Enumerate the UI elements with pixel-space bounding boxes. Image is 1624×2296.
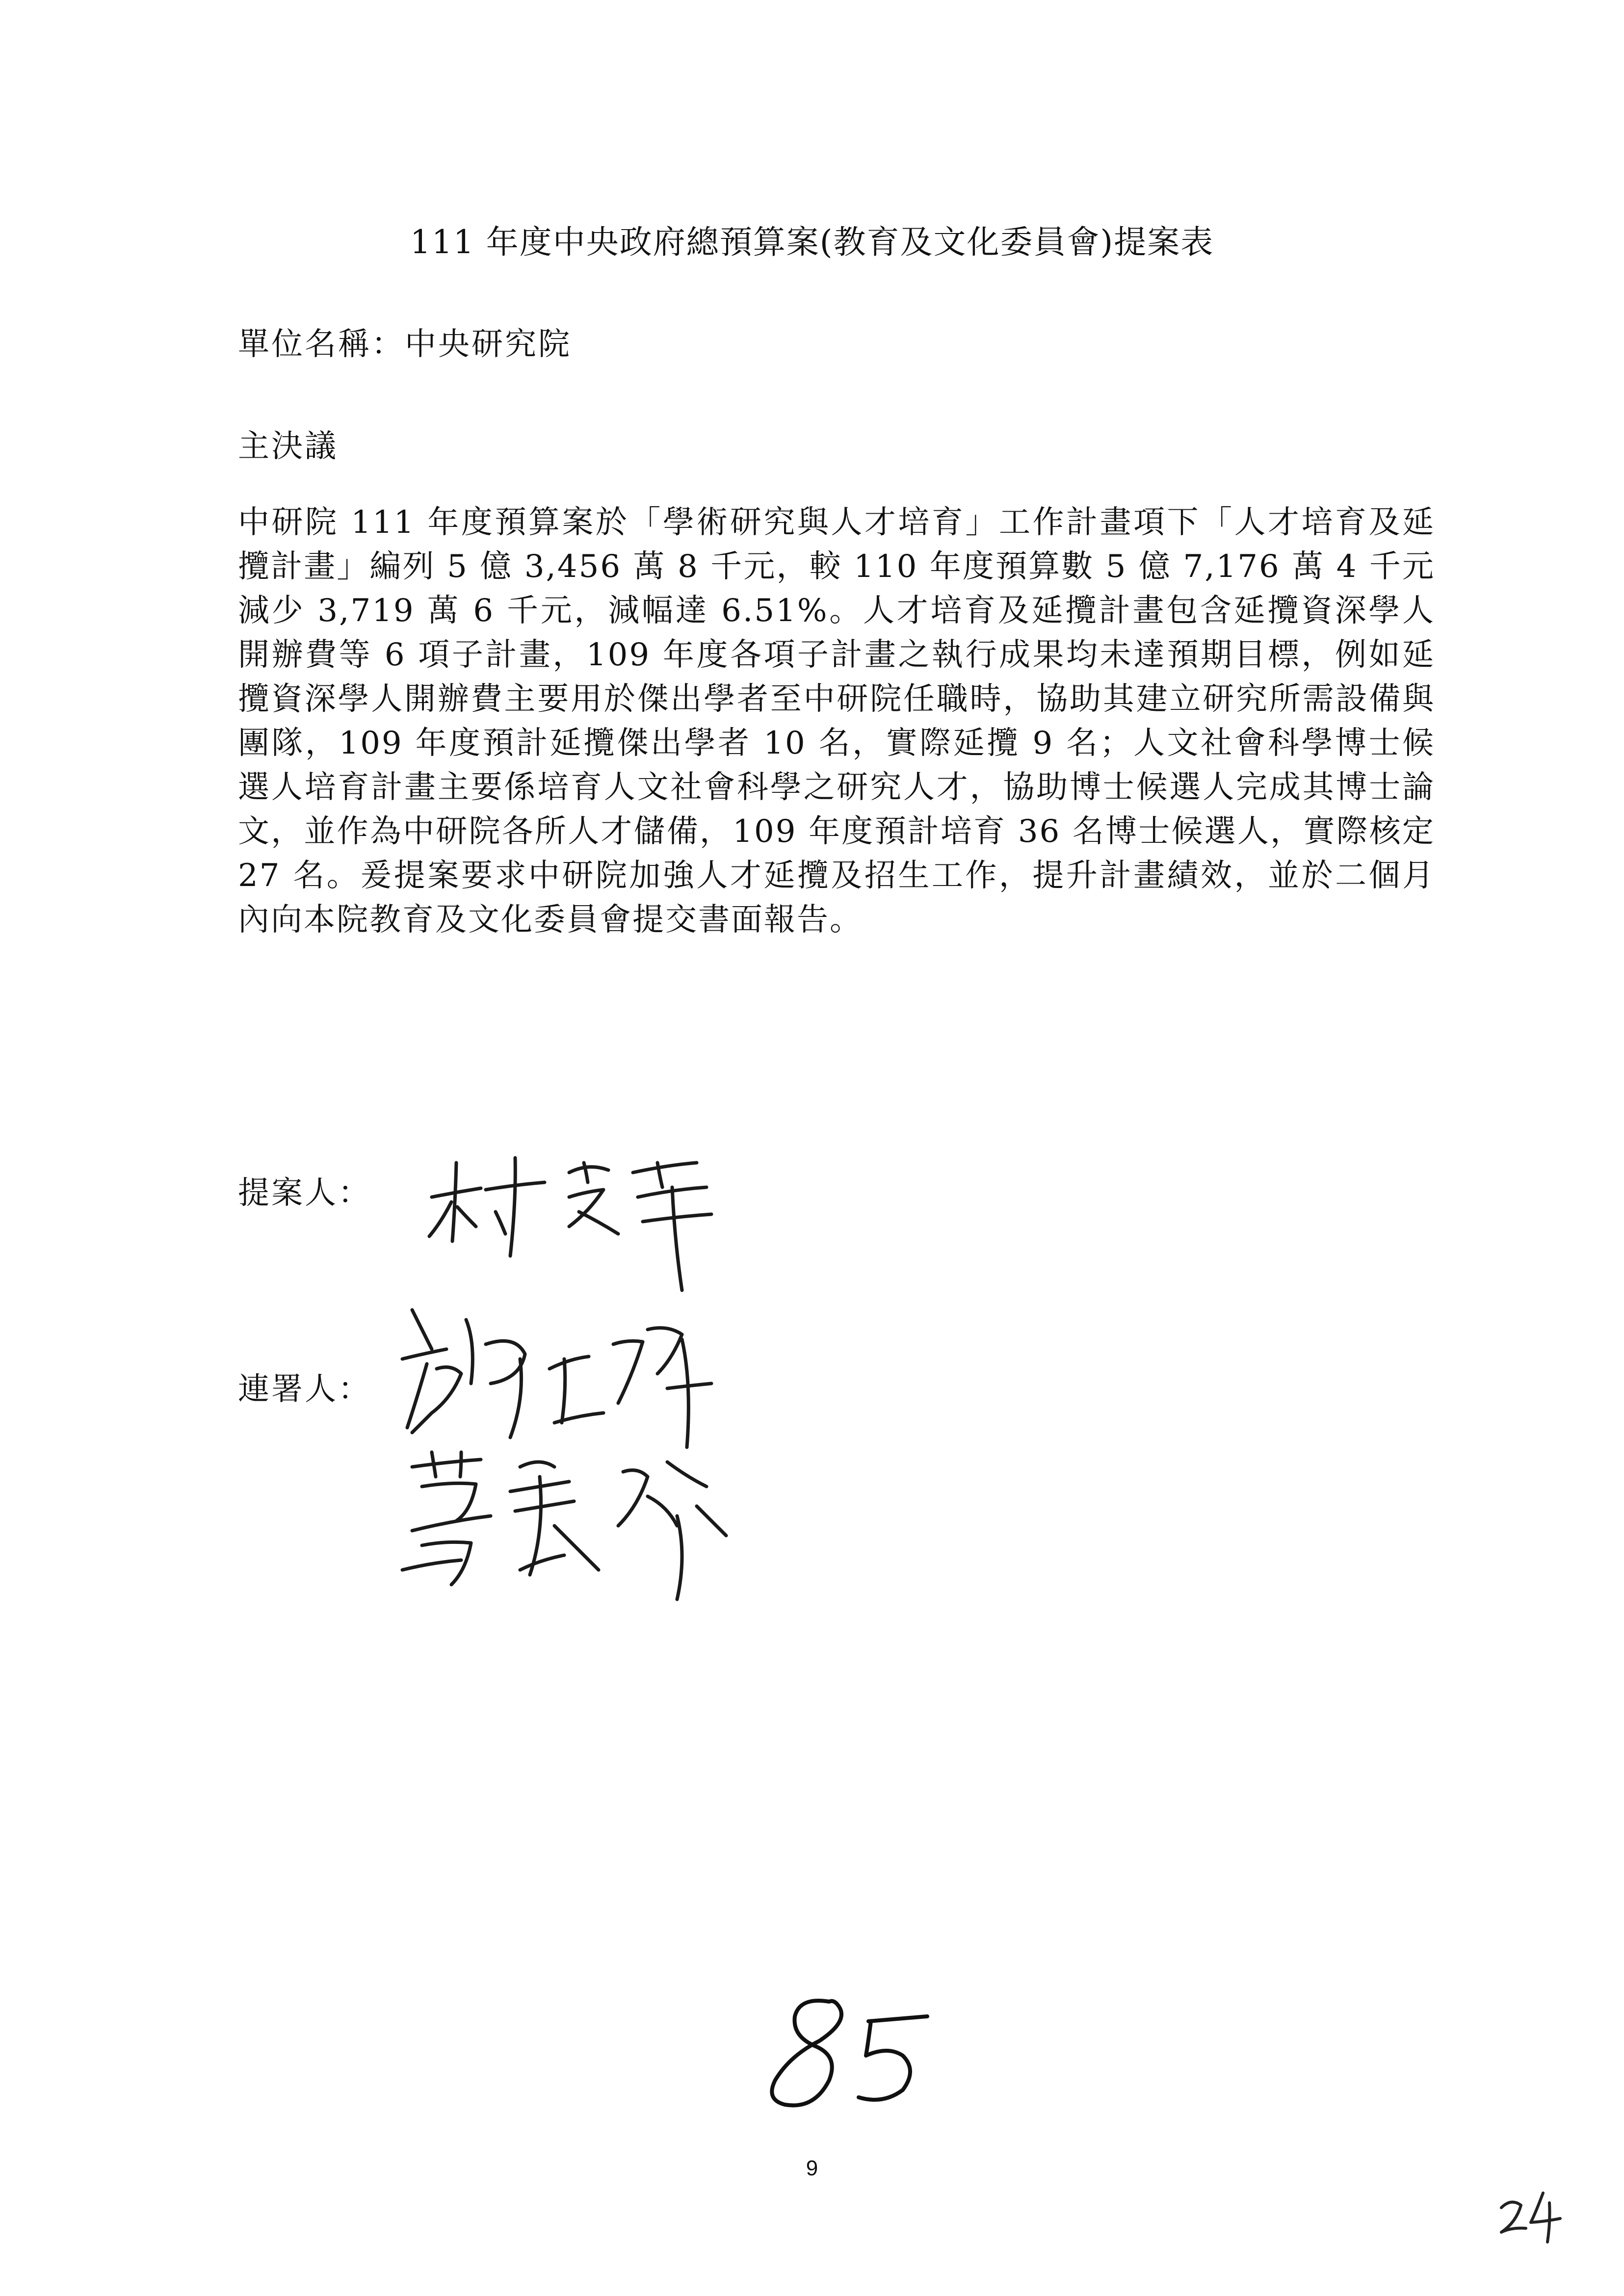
cosigner-signature-2 [393, 1447, 746, 1609]
proposer-label: 提案人： [238, 1175, 371, 1211]
cosigner-signature-1 [393, 1300, 736, 1462]
resolution-body: 中研院 111 年度預算案於「學術研究與人才培育」工作計畫項下「人才培育及延攬計畫」編列 5 億 3,456 萬 8 千元，較 110 年度預算數 5 億 7,176 萬 4 千元減少 3,719 萬 6 千元，減幅達 6.51%。人才培育及延攬計畫包含延攬資深學人開辦費等 6 項子計畫，109 年度各項子計畫之執行成果均未達預期目標，例如延攬資深學人開辦費主要用於傑出學者至中研院任職時，協助其建立研究所需設備與團隊，109 年度預計延攬傑出學者 10 名，實際延攬 9 名；人文社會科學博士候選人培育計畫主要係培育人文社會科學之研究人才，協助博士候選人完成其博士論文，並作為中研院各所人才儲備，109 年度預計培育 36 名博士候選人，實際核定 27 名。爰提案要求中研院加強人才延攬及招生工作，提升計畫績效，並於二個月內向本院教育及文化委員會提交書面報告。 [238, 504, 1435, 938]
unit-name-line: 單位名稱：中央研究院 [238, 326, 572, 363]
document-title: 111 年度中央政府總預算案(教育及文化委員會)提案表 [410, 223, 1214, 261]
page-number: 9 [806, 2156, 818, 2180]
corner-mark [1496, 2188, 1565, 2247]
handwritten-number [756, 1992, 942, 2114]
cosigner-label: 連署人： [238, 1371, 371, 1408]
resolution-heading: 主決議 [238, 428, 338, 465]
proposer-signature [422, 1143, 726, 1300]
